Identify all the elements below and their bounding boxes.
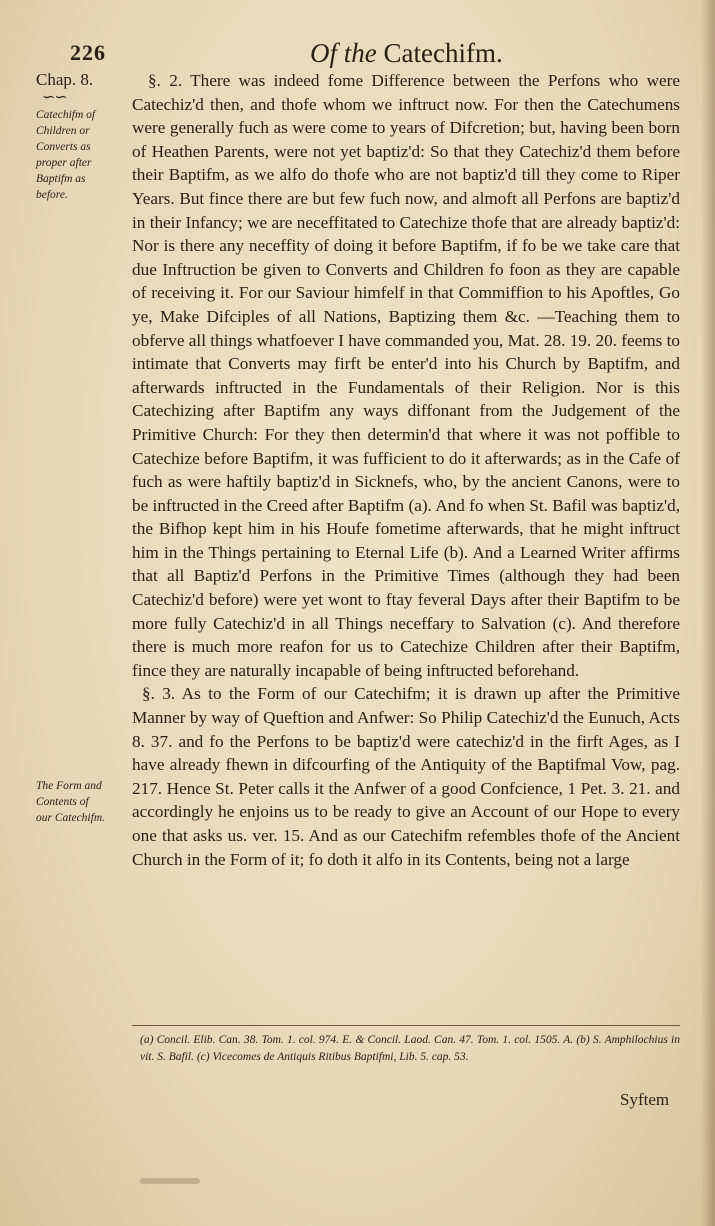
margin-chapter-block (36, 69, 132, 203)
running-title-roman: Catechifm. (383, 38, 503, 68)
ornament-flourish: ∽∽ (42, 89, 67, 106)
page-header (70, 38, 675, 72)
catchword: Syftem (620, 1090, 670, 1109)
paragraph-section-3: §. 3. As to the Form of our Catechifm; it is drawn up after the Primitive Manner by way of Queftion and Anfwer: So Philip Catechiz'd the Eunuch, Acts 8. 37. and fo the Perfons to be baptiz'd were catechiz'd in the firft Ages, as I have already fhewn in difcourfing of the Antiquity of the Baptifmal Vow, pag. 217. Hence St. Peter calls it the Anfwer of a good Confcience, 1 Pet. 3. 21. and accordingly he enjoins us to be ready to give an Account of our Hope to every one that asks us. ver. 15. And as our Catechifm refembles thofe of the Ancient Church in the Form of it; fo doth it alfo in its Contents, being not a large (132, 684, 680, 869)
margin-note-catechism-children: Catechifm of Children or Converts as proper after Baptifm as before. (36, 109, 96, 201)
footnotes: (a) Concil. Elib. Can. 38. Tom. 1. col. 974. E. & Concil. Laod. Can. 47. Tom. 1. col. 1505. A. (b) S. Amphilochius in vit. S. Bafil. (c) Vicecomes de Antiquis Ritibus Baptifmi, Lib. 5. cap. 53. (140, 1034, 680, 1063)
chapter-label: Chap. 8. (36, 70, 94, 89)
page-number: 226 (70, 40, 106, 65)
paragraph-section-2: §. 2. There was indeed fome Difference between the Perfons who were Catechiz'd then, and thofe whom we inftruct now. For then the Catechumens were generally fuch as were come to years of Difcretion; but, having been born of Heathen Parents, were not yet baptiz'd: So that they Catechiz'd them before their Baptifm, as we alfo do thofe who are not baptiz'd till they come to Riper Years. But fince there are but few fuch now, and almoft all Perfons are baptiz'd in their Infancy; we are neceffitated to Catechize thofe that are already baptiz'd: Nor is there any neceffity of doing it before Baptifm, if fo be we take care that due Inftruction be given to Converts and Children fo foon as they are capable of receiving it. For our Saviour himfelf in that Commiffion to his Apoftles, Go ye, Make Difciples of all Nations, Baptizing them &c. —Teaching them to obferve all things whatfoever I have commanded you, Mat. 28. 19. 20. feems to intimate that Converts may firft be enter'd into his Church by Baptifm, and afterwards inftructed in the Fundamentals of their Religion. Nor is this Catechizing after Baptifm any ways diffonant from the Judgement of the Primitive Church: For they then determin'd that where it was not poffible to Catechize before Baptifm, it was fufficient to do it afterwards; as in the Cafe of fuch as were haftily baptiz'd in Sicknefs, who, by the ancient Canons, were to be inftructed in the Creed after Baptifm (a). And fo when St. Bafil was baptiz'd, the Bifhop kept him in his Houfe fometime afterwards, that he might inftruct him in the Things pertaining to Eternal Life (b). And a Learned Writer affirms that all Baptiz'd Perfons in the Primitive Times (although they had been Catechiz'd before) were yet wont to ftay feveral Days after their Baptifm to be more fully Catechiz'd in all Things neceffary to Salvation (c). And therefore there is much more reafon for us to Catechize Children after their Baptifm, fince they are naturally incapable of being inftructed beforehand. (132, 71, 680, 680)
footnote-rule (132, 1025, 680, 1026)
running-title-italic: Of the (310, 38, 377, 68)
margin-note-form-contents: The Form and Contents of our Catechifm. (36, 780, 105, 824)
page-stain (140, 1178, 200, 1184)
running-title (310, 38, 503, 69)
main-text (132, 69, 680, 871)
